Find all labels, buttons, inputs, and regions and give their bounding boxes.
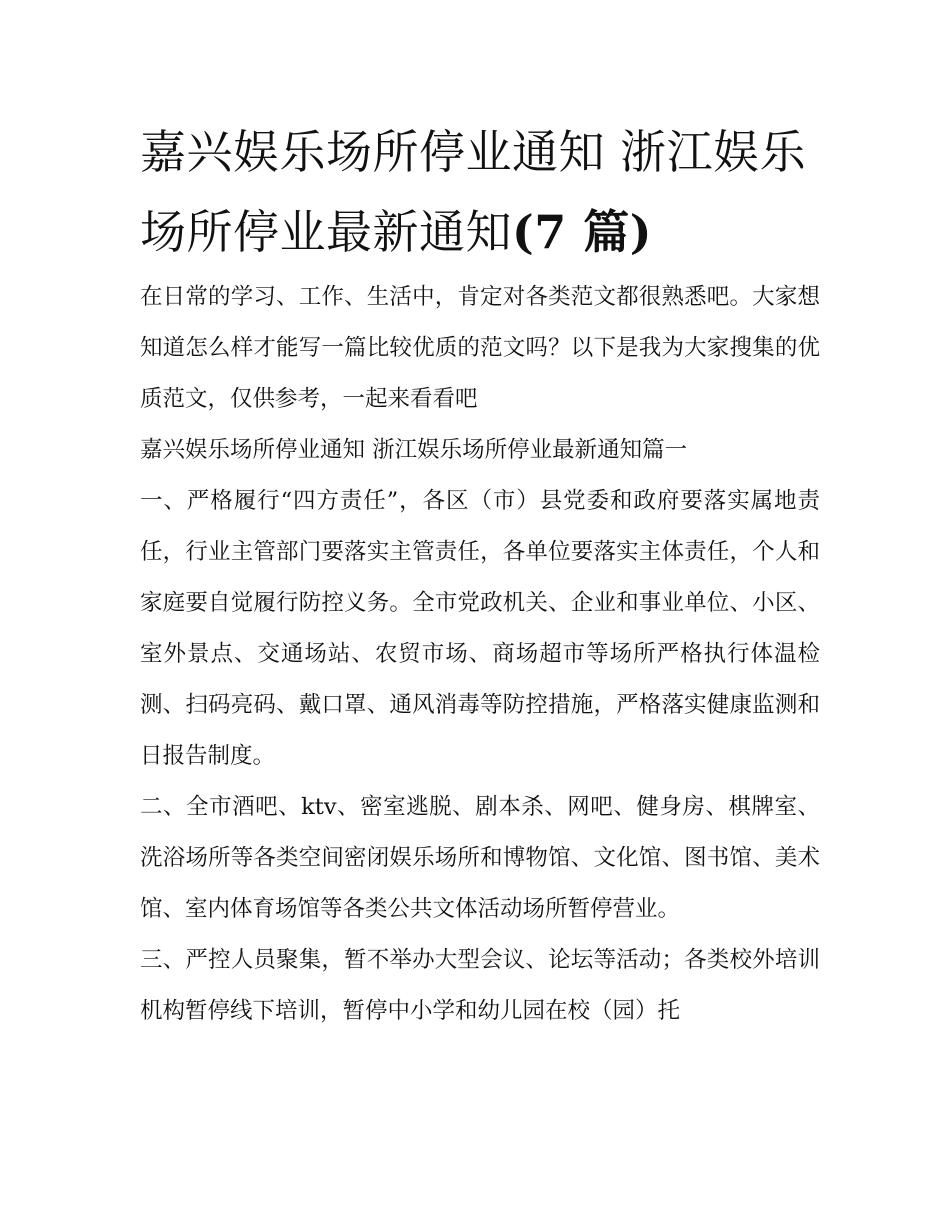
document-title [140,112,820,272]
section-heading: 嘉兴娱乐场所停业通知 浙江娱乐场所停业最新通知篇一 [140,437,688,463]
intro-paragraph: 在日常的学习、工作、生活中，肯定对各类范文都很熟悉吧。大家想知道怎么样才能写一篇比较优质的范文吗？以下是我为大家搜集的优质范文，仅供参考，一起来看看吧 [140,284,820,412]
document-body [140,272,820,1037]
body-paragraph-3: 三、严控人员聚集，暂不举办大型会议、论坛等活动；各类校外培训机构暂停线下培训，暂停中小学和幼儿园在校（园）托 [140,947,820,1024]
document-title-main: 嘉兴娱乐场所停业通知 浙江娱乐场所停业最新通知 [140,125,807,259]
document-title-count: (7 篇) [512,205,653,259]
body-paragraph-1: 一、严格履行“四方责任”，各区（市）县党委和政府要落实属地责任，行业主管部门要落实主管责任，各单位要落实主体责任，个人和家庭要自觉履行防控义务。全市党政机关、企业和事业单位、小区、室外景点、交通场站、农贸市场、商场超市等场所严格执行体温检测、扫码亮码、戴口罩、通风消毒等防控措施，严格落实健康监测和日报告制度。 [140,488,820,769]
body-paragraph-2: 二、全市酒吧、ktv、密室逃脱、剧本杀、网吧、健身房、棋牌室、洗浴场所等各类空间密闭娱乐场所和博物馆、文化馆、图书馆、美术馆、室内体育场馆等各类公共文体活动场所暂停营业。 [140,794,820,922]
